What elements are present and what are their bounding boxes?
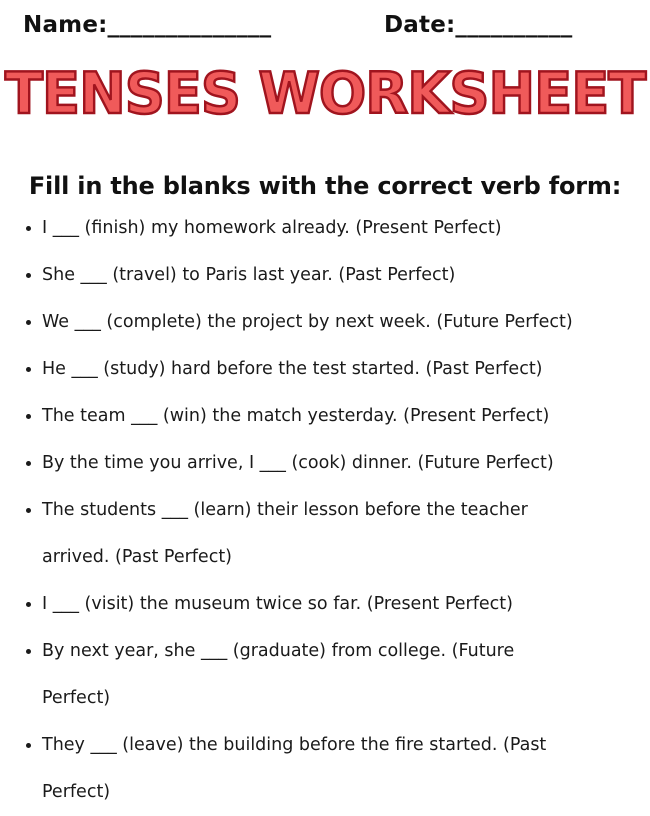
- exercise-item-4: [0, 346, 650, 393]
- exercise-text: By next year, she ___ (graduate) from college. (Future: [42, 641, 515, 661]
- exercise-item-3: [0, 299, 650, 346]
- bullet-icon: [26, 508, 31, 513]
- exercise-item-1: [0, 205, 650, 252]
- instructions-heading: Fill in the blanks with the correct verb form:: [28, 172, 622, 200]
- exercise-item-5: [0, 393, 650, 440]
- exercise-text: I ___ (visit) the museum twice so far. (Present Perfect): [42, 594, 513, 614]
- exercise-text: I ___ (finish) my homework already. (Present Perfect): [42, 218, 502, 238]
- header-fields: [0, 12, 650, 44]
- exercise-item-10: [0, 722, 650, 816]
- bullet-icon: [26, 743, 31, 748]
- exercise-text: They ___ (leave) the building before the fire started. (Past: [42, 735, 547, 755]
- bullet-icon: [26, 367, 31, 372]
- exercise-text-continued: Perfect): [42, 782, 111, 802]
- worksheet-title: TENSES WORKSHEET: [5, 61, 646, 127]
- exercise-text-continued: arrived. (Past Perfect): [42, 547, 233, 567]
- exercise-item-6: [0, 440, 650, 487]
- exercise-text: By the time you arrive, I ___ (cook) dinner. (Future Perfect): [42, 453, 554, 473]
- exercise-text: The students ___ (learn) their lesson before the teacher: [42, 500, 528, 520]
- bullet-icon: [26, 226, 31, 231]
- exercise-text: We ___ (complete) the project by next week. (Future Perfect): [42, 312, 573, 332]
- exercise-text: He ___ (study) hard before the test started. (Past Perfect): [42, 359, 543, 379]
- bullet-icon: [26, 649, 31, 654]
- exercise-item-9: [0, 628, 650, 722]
- exercise-item-7: [0, 487, 650, 581]
- exercise-text: The team ___ (win) the match yesterday. (Present Perfect): [42, 406, 550, 426]
- exercise-item-2: [0, 252, 650, 299]
- bullet-icon: [26, 273, 31, 278]
- bullet-icon: [26, 414, 31, 419]
- name-field[interactable]: Name:______________: [23, 12, 272, 38]
- exercise-text: She ___ (travel) to Paris last year. (Past Perfect): [42, 265, 456, 285]
- bullet-icon: [26, 461, 31, 466]
- bullet-icon: [26, 320, 31, 325]
- bullet-icon: [26, 602, 31, 607]
- exercise-item-8: [0, 581, 650, 628]
- exercise-text-continued: Perfect): [42, 688, 111, 708]
- date-field[interactable]: Date:__________: [384, 12, 573, 38]
- exercise-list: [0, 205, 650, 816]
